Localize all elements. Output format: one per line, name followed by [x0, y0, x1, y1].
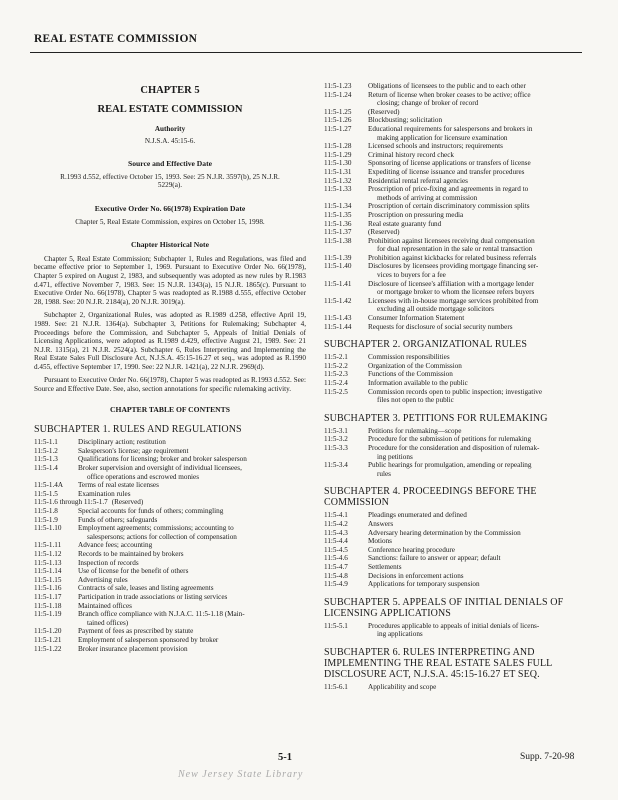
toc-row: [324, 108, 588, 117]
toc-row: [324, 220, 588, 229]
toc-row: [34, 584, 306, 593]
subchapter-title: SUBCHAPTER 1. RULES AND REGULATIONS: [34, 424, 242, 436]
toc-row: [324, 435, 588, 444]
toc-section-number: 11:5-1.18: [34, 601, 62, 610]
toc-row: [34, 516, 306, 525]
toc-row: [324, 297, 588, 314]
toc-section-number: 11:5-1.5: [34, 489, 58, 498]
toc-section-title: Licensees with in-house mortgage services prohibited from excluding all outside mortgage solicitors: [368, 296, 539, 314]
exec-order-heading: Executive Order No. 66(1978) Expiration Date: [94, 203, 246, 213]
toc-row: [34, 602, 306, 611]
toc-section-title: Sanctions: failure to answer or appear; default: [368, 554, 501, 563]
toc-section-title: Residential rental referral agencies: [368, 176, 468, 185]
supplement-date: Supp. 7-20-98: [520, 752, 575, 762]
toc-section-title: Obligations of licensees to the public and to each other: [368, 82, 526, 90]
toc-row: [324, 370, 588, 379]
authority-text: N.J.S.A. 45:15-6.: [144, 136, 196, 145]
toc-row: [34, 627, 306, 636]
toc-row: [324, 683, 588, 692]
toc-section-number: 11:5-2.5: [324, 387, 348, 396]
toc-row: [34, 524, 306, 541]
toc-section-title: Special accounts for funds of others; commingling: [78, 507, 224, 515]
toc-section-number: 11:5-1.6 through 11:5-1.7: [34, 498, 108, 507]
subchapter-title: SUBCHAPTER 4. PROCEEDINGS BEFORE THE COMMISSION: [324, 486, 537, 509]
toc-row: [324, 520, 588, 529]
subchapter-title: SUBCHAPTER 5. APPEALS OF INITIAL DENIALS OF LICENSING APPLICATIONS: [324, 596, 564, 619]
toc-section-number: 11:5-3.4: [324, 461, 348, 470]
toc-section-title: Pleadings enumerated and defined: [368, 511, 467, 520]
toc-section-number: 11:5-2.1: [324, 353, 348, 362]
toc-section-title: Commission responsibilities: [368, 353, 450, 362]
toc-row: [324, 159, 588, 168]
toc-section-number: 11:5-1.2: [34, 446, 58, 455]
toc-section-number: 11:5-1.11: [34, 541, 62, 550]
page-number: 5-1: [278, 752, 292, 763]
toc-section-title: Requests for disclosure of social security numbers: [368, 322, 513, 331]
toc-row: [324, 168, 588, 177]
toc-section-number: 11:5-1.42: [324, 296, 352, 305]
toc-section-title: Procedure for the consideration and disposition of rulemak- ing petitions: [368, 443, 540, 461]
toc-section-number: 11:5-1.32: [324, 176, 352, 185]
toc-section-title: Applicability and scope: [368, 682, 437, 691]
toc-section-title: Inspection of records: [78, 558, 139, 567]
right-column: [324, 82, 588, 691]
toc-section-title: (Reserved): [111, 498, 144, 507]
toc-section-title: Conference hearing procedure: [368, 545, 456, 554]
toc-row: [34, 447, 306, 456]
toc-section-title: Proscription of price-fixing and agreements in regard to methods of arriving at commission: [368, 185, 529, 202]
toc-row: [324, 427, 588, 436]
toc-row: [34, 438, 306, 447]
toc-section-title: Blockbusting; solicitation: [368, 116, 443, 125]
toc-row: [324, 185, 588, 202]
subchapter-1-left: [34, 424, 306, 653]
toc-section-number: 11:5-1.13: [34, 558, 62, 567]
toc-section-title: Sponsoring of license applications or transfers of license: [368, 159, 531, 168]
chapter-title: REAL ESTATE COMMISSION: [97, 104, 243, 115]
toc-section-title: Participation in trade associations or listing services: [78, 592, 228, 601]
toc-row: [324, 254, 588, 263]
toc-section-title: Educational requirements for salespersons and brokers in making application for licensure examination: [368, 124, 533, 142]
toc-row: [324, 151, 588, 160]
toc-section-number: 11:5-4.7: [324, 562, 348, 571]
toc-section-number: 11:5-1.9: [34, 515, 58, 524]
toc-section-title: Salesperson's license; age requirement: [78, 446, 189, 455]
toc-row: [324, 572, 588, 581]
toc-section-number: 11:5-1.26: [324, 116, 352, 125]
toc-row: [34, 464, 306, 481]
toc-section-title: Licensed schools and instructors; requirements: [368, 142, 503, 151]
toc-section-number: 11:5-1.44: [324, 322, 352, 331]
toc-section-title: Commission records open to public inspection; investigative files not open to the public: [368, 387, 543, 405]
toc-row: [324, 580, 588, 589]
toc-heading: CHAPTER TABLE OF CONTENTS: [110, 404, 230, 414]
subchapter-title: SUBCHAPTER 2. ORGANIZATIONAL RULES: [324, 339, 528, 351]
toc-row: [324, 323, 588, 332]
toc-row: [324, 228, 588, 237]
toc-section-number: 11:5-1.21: [34, 635, 62, 644]
toc-section-number: 11:5-1.43: [324, 314, 352, 323]
toc-section-title: Broker insurance placement provision: [78, 644, 188, 653]
toc-row: [34, 455, 306, 464]
toc-section-number: 11:5-1.3: [34, 455, 58, 464]
source-text: R.1993 d.552, effective October 15, 1993. See: 25 N.J.R. 3597(b), 25 N.J.R. 5229(a).: [60, 172, 280, 190]
toc-section-title: Organization of the Commission: [368, 361, 462, 370]
toc-section-title: Prohibition against licensees receiving dual compensation for dual representation in the sale or rental transaction: [368, 236, 535, 254]
toc-section-number: 11:5-1.29: [324, 150, 352, 159]
toc-section-number: 11:5-3.1: [324, 426, 348, 435]
toc-row: [324, 622, 588, 639]
toc-section-number: 11:5-3.2: [324, 435, 348, 444]
toc-section-number: 11:5-1.39: [324, 253, 352, 262]
toc-section-number: 11:5-1.1: [34, 438, 58, 447]
toc-section-title: Employment agreements; commissions; accounting to salespersons; actions for collection of compensation: [78, 524, 237, 541]
toc-section-number: 11:5-1.16: [34, 584, 62, 593]
toc-section-number: 11:5-4.6: [324, 554, 348, 563]
toc-row: [324, 280, 588, 297]
toc-row: [34, 541, 306, 550]
toc-section-title: Proscription of certain discriminatory commission splits: [368, 202, 530, 211]
toc-row: [324, 211, 588, 220]
toc-section-number: 11:5-4.3: [324, 528, 348, 537]
toc-row: [324, 116, 588, 125]
toc-section-title: Disciplinary action; restitution: [78, 438, 166, 447]
authority-heading: Authority: [154, 125, 186, 133]
toc-section-number: 11:5-4.1: [324, 511, 348, 520]
toc-section-title: Petitions for rulemaking—scope: [368, 426, 462, 435]
toc-section-number: 11:5-6.1: [324, 682, 348, 691]
toc-section-title: Applications for temporary suspension: [368, 580, 480, 589]
toc-section-title: Adversary hearing determination by the Commission: [368, 528, 521, 537]
toc-section-title: Funds of others; safeguards: [78, 515, 158, 524]
toc-section-title: Proscription on pressuring media: [368, 210, 464, 219]
toc-row: [324, 554, 588, 563]
toc-row: [34, 567, 306, 576]
toc-section-number: 11:5-1.30: [324, 159, 352, 168]
toc-section-number: 11:5-1.17: [34, 592, 62, 601]
toc-row: [34, 550, 306, 559]
toc-section-number: 11:5-4.9: [324, 580, 348, 589]
toc-section-number: 11:5-1.31: [324, 167, 352, 176]
toc-row: [324, 362, 588, 371]
toc-section-title: Public hearings for promulgation, amending or repealing rules: [368, 461, 532, 478]
toc-row: [34, 610, 306, 627]
toc-section-title: Consumer Information Statement: [368, 314, 465, 323]
toc-section-title: Procedure for the submission of petitions for rulemaking: [368, 435, 532, 444]
toc-section-title: Prohibition against kickbacks for related business referrals: [368, 253, 537, 262]
exec-order-text: Chapter 5, Real Estate Commission, expires on October 15, 1998.: [75, 217, 265, 226]
toc-section-number: 11:5-1.40: [324, 262, 352, 271]
toc-section-number: 11:5-1.25: [324, 107, 352, 116]
toc-section-title: Answers: [368, 519, 394, 528]
toc-section-number: 11:5-1.10: [34, 524, 62, 533]
toc-section-title: Use of license for the benefit of others: [78, 567, 189, 576]
toc-section-number: 11:5-4.2: [324, 519, 348, 528]
toc-row: [324, 202, 588, 211]
toc-row: [34, 636, 306, 645]
toc-section-title: Criminal history record check: [368, 150, 455, 159]
toc-section-number: 11:5-1.37: [324, 228, 352, 237]
toc-section-number: 11:5-4.4: [324, 537, 348, 546]
toc-section-title: Settlements: [368, 562, 402, 571]
toc-row: [324, 91, 588, 108]
toc-section-title: Records to be maintained by brokers: [78, 549, 184, 558]
toc-section-number: 11:5-2.4: [324, 379, 348, 387]
toc-section-title: Payment of fees as prescribed by statute: [78, 627, 194, 636]
library-stamp: New Jersey State Library: [178, 769, 304, 780]
toc-section-title: Expediting of license issuance and transfer procedures: [368, 167, 525, 176]
toc-section-number: 11:5-1.38: [324, 236, 352, 245]
running-header: REAL ESTATE COMMISSION: [34, 33, 198, 45]
toc-section-title: Qualifications for licensing; broker and broker salesperson: [78, 455, 247, 464]
toc-row: [34, 576, 306, 585]
source-heading: Source and Effective Date: [127, 159, 212, 169]
toc-row: [324, 142, 588, 151]
toc-section-number: 11:5-4.8: [324, 571, 348, 580]
toc-section-number: 11:5-1.28: [324, 142, 352, 151]
chapter-number: CHAPTER 5: [140, 85, 200, 96]
history-paragraph-2: Subchapter 2, Organizational Rules, was adopted as R.1989 d.258, effective April 19, 1989. See: 21 N.J.R. 1364(a). Subchapter 3, Petitions for Rulemaking; Subchapter 4, Proceedings before the Commission, and Subchapter 5, Appeals of Initial Denials of Licensing Applications, were adopted as R.1989 d.429, effective August 21, 1989. See: 21 N.J.R. 1315(a), 21 N.J.R. 2524(a). Subchapter 6, Rules Interpreting and Implementing the Real Estate Sales Full Disclosure Act, N.J.S.A. 45:15-16.27 et seq., was adopted as R.1990 d.455, effective September 17, 1990. See: 22 N.J.R. 1421(a), 22 N.J.R. 2969(d).: [34, 311, 306, 371]
toc-section-title: Advance fees; accounting: [78, 541, 153, 550]
toc-row: [324, 511, 588, 520]
toc-section-title: Functions of the Commission: [368, 370, 453, 379]
toc-section-number: 11:5-1.14: [34, 567, 62, 576]
toc-section-number: 11:5-1.27: [324, 124, 352, 133]
toc-row: [324, 353, 588, 362]
toc-section-title: Terms of real estate licenses: [78, 481, 159, 490]
toc-section-title: Motions: [368, 537, 392, 546]
toc-section-title: Employment of salesperson sponsored by broker: [78, 635, 219, 644]
toc-section-title: Return of license when broker ceases to be active; office closing; change of broker of record: [368, 90, 531, 108]
toc-row: [324, 529, 588, 538]
toc-section-title: Contracts of sale, leases and listing agreements: [78, 584, 214, 593]
history-heading: Chapter Historical Note: [131, 240, 209, 250]
toc-row: [34, 645, 306, 654]
toc-section-title: (Reserved): [368, 228, 400, 237]
toc-row: [34, 498, 306, 507]
toc-section-number: 11:5-1.12: [34, 549, 62, 558]
toc-section-number: 11:5-4.5: [324, 545, 348, 554]
toc-row: [324, 546, 588, 555]
toc-section-title: Decisions in enforcement actions: [368, 571, 464, 580]
toc-section-number: 11:5-1.8: [34, 507, 58, 515]
toc-section-number: 11:5-2.2: [324, 361, 348, 370]
toc-section-number: 11:5-1.34: [324, 202, 352, 211]
toc-section-title: Real estate guaranty fund: [368, 219, 442, 228]
toc-section-number: 11:5-1.4A: [34, 481, 64, 490]
toc-row: [34, 507, 306, 516]
toc-row: [324, 314, 588, 323]
history-paragraph-1: Chapter 5, Real Estate Commission; Subchapter 1, Rules and Regulations, was filed and became effective prior to September 1, 1969. Pursuant to Executive Order No. 66(1978), Chapter 5 expired on August 2, 1983, and subsequently was adopted as new rules by R.1983 d.471, effective November 7, 1983. See: 15 N.J.R. 1343(a), 15 N.J.R. 1865(c). Pursuant to Executive Order No. 66(1978), Chapter 5 was readopted as R.1988 d.555, effective October 28, 1988. See: 20 N.J.R. 2184(a), 20 N.J.R. 3019(a).: [34, 254, 306, 306]
toc-row: [324, 444, 588, 461]
toc-row: [324, 125, 588, 142]
toc-section-title: Disclosure of licensee's affiliation with a mortgage lender or mortgage broker to whom the licensee refers buyers: [368, 279, 535, 297]
toc-section-number: 11:5-1.19: [34, 610, 62, 619]
toc-row: [34, 559, 306, 568]
toc-section-number: 11:5-1.23: [324, 82, 352, 90]
toc-row: [324, 379, 588, 388]
toc-row: [324, 262, 588, 279]
history-paragraph-3: Pursuant to Executive Order No. 66(1978), Chapter 5 was readopted as R.1993 d.552. See: Source and Effective Date. See, also, section annotations for specific rulemaking activity.: [34, 376, 306, 394]
toc-section-title: Branch office compliance with N.J.A.C. 11:5-1.18 (Main- tained offices): [78, 610, 245, 627]
toc-section-title: Advertising rules: [78, 575, 128, 584]
toc-row: [34, 481, 306, 490]
toc-section-number: 11:5-1.4: [34, 464, 58, 473]
subchapter-title: SUBCHAPTER 3. PETITIONS FOR RULEMAKING: [324, 412, 548, 424]
toc-row: [324, 563, 588, 572]
toc-section-title: Procedures applicable to appeals of initial denials of licens- ing applications: [368, 621, 540, 639]
toc-row: [324, 461, 588, 478]
toc-section-title: Information available to the public: [368, 379, 468, 387]
toc-section-number: 11:5-5.1: [324, 621, 348, 630]
toc-section-number: 11:5-1.33: [324, 185, 352, 194]
toc-section-title: Disclosures by licensees providing mortgage financing ser- vices to buyers for a fee: [368, 262, 539, 280]
toc-row: [34, 490, 306, 499]
toc-section-number: 11:5-1.35: [324, 210, 352, 219]
toc-section-title: Examination rules: [78, 489, 131, 498]
toc-section-number: 11:5-1.22: [34, 644, 62, 653]
toc-row: [324, 82, 588, 91]
toc-row: [324, 388, 588, 405]
toc-section-number: 11:5-1.24: [324, 90, 352, 99]
toc-row: [324, 177, 588, 186]
toc-section-number: 11:5-1.20: [34, 627, 62, 636]
toc-section-title: (Reserved): [368, 107, 400, 116]
toc-section-number: 11:5-1.15: [34, 575, 62, 584]
toc-row: [324, 237, 588, 254]
left-column: [34, 84, 306, 653]
toc-section-title: Broker supervision and oversight of individual licensees, office operations and escrowed monies: [78, 464, 242, 481]
toc-section-number: 11:5-1.41: [324, 279, 352, 288]
toc-section-number: 11:5-1.36: [324, 219, 352, 228]
toc-row: [324, 537, 588, 546]
toc-row: [34, 593, 306, 602]
header-rule: [30, 52, 582, 53]
toc-section-number: 11:5-3.3: [324, 443, 348, 452]
toc-section-number: 11:5-2.3: [324, 370, 348, 379]
subchapter-title: SUBCHAPTER 6. RULES INTERPRETING AND IMPLEMENTING THE REAL ESTATE SALES FULL DISCLOSURE ACT, N.J.S.A. 45:15-16.27 ET SEQ.: [324, 646, 552, 680]
toc-section-title: Maintained offices: [78, 601, 132, 610]
